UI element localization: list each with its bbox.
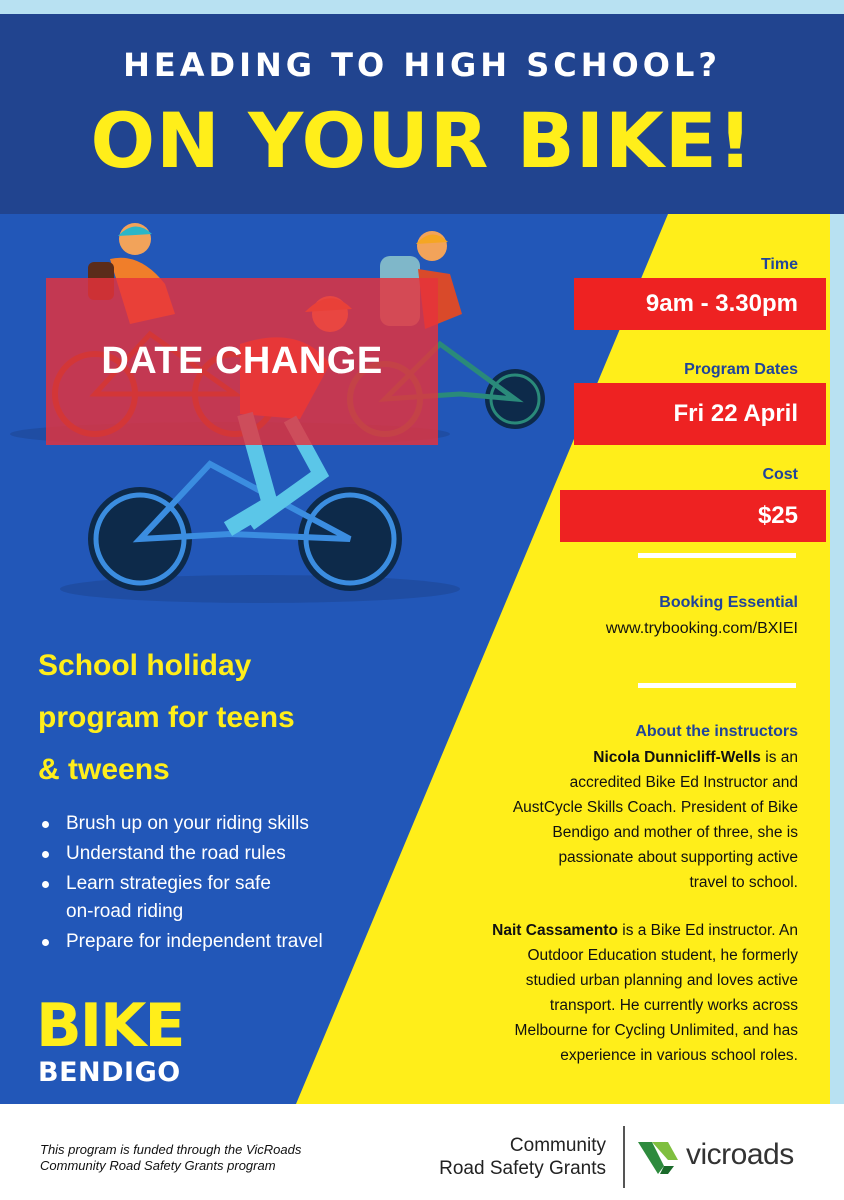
- right-edge-strip: [830, 214, 844, 1104]
- time-value: 9am - 3.30pm: [645, 290, 798, 317]
- bio-line: Bendigo and mother of three, she is: [552, 824, 798, 841]
- community-road-safety-grants-logo: Community Road Safety Grants: [439, 1135, 606, 1179]
- bio-line: transport. He currently works across: [549, 997, 798, 1014]
- instructor-name: Nicola Dunnicliff-Wells: [593, 749, 761, 766]
- instructors-title: About the instructors: [635, 723, 798, 740]
- date-change-text: DATE CHANGE: [101, 340, 383, 382]
- program-bullets: [38, 810, 398, 958]
- bike-bendigo-logo: [36, 991, 216, 1095]
- program-dates-box: [574, 383, 826, 445]
- instructor-bio-nait: [378, 918, 798, 1068]
- time-label: Time: [760, 256, 798, 273]
- vicroads-wordmark: vicroads: [686, 1138, 794, 1171]
- bio-line: experience in various school roles.: [560, 1047, 798, 1064]
- footer-divider: [623, 1126, 625, 1188]
- time-value-box: [574, 278, 826, 330]
- cost-value: $25: [757, 502, 798, 529]
- booking-url[interactable]: www.trybooking.com/BXIEI: [605, 620, 798, 637]
- program-dates-value: Fri 22 April: [673, 400, 798, 427]
- program-subhead: School holiday program for teens & tweens: [38, 649, 295, 786]
- divider-top: [638, 553, 796, 558]
- date-change-banner: [46, 278, 438, 445]
- bio-line: Melbourne for Cycling Unlimited, and has: [514, 1022, 798, 1039]
- bio-line: accredited Bike Ed Instructor and: [569, 774, 798, 791]
- list-item: Understand the road rules: [38, 840, 398, 868]
- logo-bendigo-word: BENDIGO: [38, 1057, 181, 1088]
- bio-line: passionate about supporting active: [558, 849, 798, 866]
- list-item: Brush up on your riding skills: [38, 810, 398, 838]
- vicroads-logo-icon: [638, 1136, 682, 1176]
- kicker-heading: HEADING TO HIGH SCHOOL?: [123, 46, 721, 84]
- list-item: Learn strategies for safe on-road riding: [38, 870, 398, 926]
- logo-bike-word: BIKE: [36, 991, 184, 1061]
- booking-essential-label: Booking Essential: [659, 594, 798, 611]
- bio-line: Nait Cassamento is a Bike Ed instructor. An: [492, 922, 798, 939]
- cost-label: Cost: [762, 466, 798, 483]
- bio-line: studied urban planning and loves active: [525, 972, 798, 989]
- bio-line: travel to school.: [689, 874, 798, 891]
- cost-value-box: [560, 490, 826, 542]
- instructor-bio-nicola: [378, 745, 798, 895]
- top-strip: [0, 0, 844, 14]
- bio-line: Outdoor Education student, he formerly: [527, 947, 798, 964]
- divider-bottom: [638, 683, 796, 688]
- instructor-name: Nait Cassamento: [492, 922, 618, 939]
- list-item: Prepare for independent travel: [38, 928, 398, 956]
- bio-line: AustCycle Skills Coach. President of Bike: [512, 799, 798, 816]
- funding-note: This program is funded through the VicRoads Community Road Safety Grants program: [40, 1142, 302, 1173]
- bio-line: Nicola Dunnicliff-Wells is an: [593, 749, 798, 766]
- main-headline: ON YOUR BIKE!: [90, 96, 754, 185]
- program-dates-label: Program Dates: [684, 361, 798, 378]
